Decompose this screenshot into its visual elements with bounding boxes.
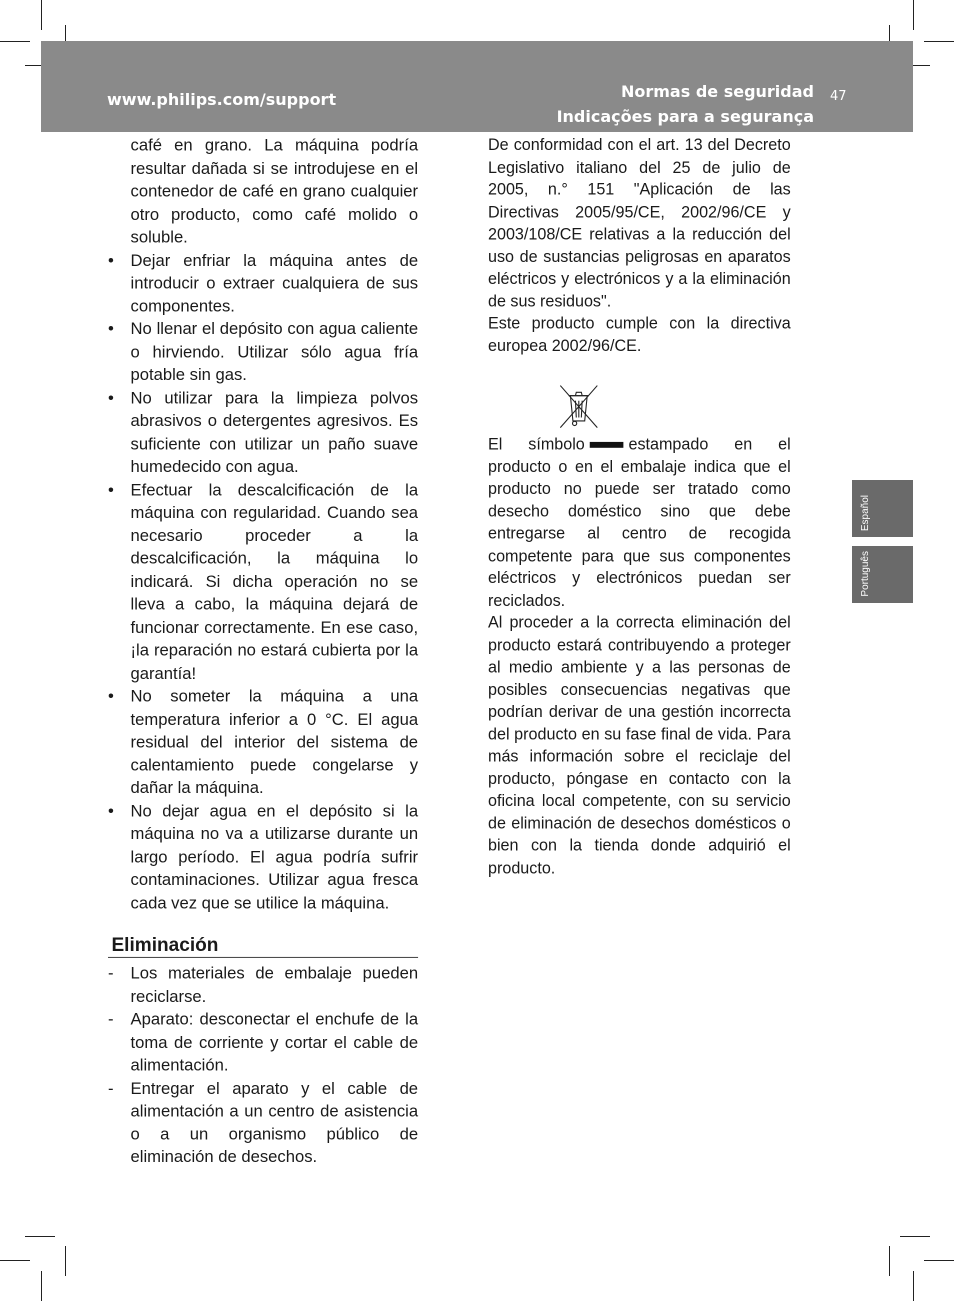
tab-portugues[interactable] — [852, 546, 913, 603]
list-item-text: Los materiales de embalaje pueden reciclarse. — [130, 964, 419, 1006]
list-item — [108, 1009, 418, 1078]
section-heading-wrap — [108, 933, 418, 958]
list-item-text: Dejar enfriar la máquina antes de introducir o extraer cualquiera de sus componentes. — [130, 251, 419, 316]
crop-mark — [900, 1236, 930, 1237]
list-item — [108, 801, 418, 916]
crop-mark — [924, 41, 954, 42]
crop-mark — [913, 0, 914, 30]
support-url[interactable]: www.philips.com/support — [107, 90, 337, 109]
list-item — [108, 963, 418, 1009]
dash-list — [108, 963, 418, 1170]
section-heading: Eliminación — [108, 933, 418, 958]
list-item — [108, 479, 418, 686]
symbol-paragraph-wrap — [488, 434, 791, 612]
crop-mark — [913, 1271, 914, 1301]
crop-mark — [25, 1236, 55, 1237]
crop-mark — [889, 1246, 890, 1276]
crop-mark — [0, 41, 30, 42]
page-header — [41, 41, 913, 132]
header-title-pt: Indicações para a segurança — [556, 107, 814, 126]
right-column — [488, 135, 791, 880]
header-title-es: Normas de seguridad — [620, 82, 814, 101]
bullet-mark: • — [108, 389, 114, 408]
crop-mark — [41, 1271, 42, 1301]
bullet-mark: • — [108, 251, 114, 270]
symbol-text-after: estampado en el producto o en el embalaje indica que el producto no puede ser tratado como desecho doméstico sino que debe entregarse al centro de recogida competente para que sus componentes eléctricos y electrónicos puedan ser reciclados. — [488, 436, 791, 610]
dash-mark: - — [108, 964, 114, 983]
symbol-text-before: El símbolo — [488, 436, 585, 454]
list-item-text: No llenar el depósito con agua caliente o hirviendo. Utilizar sólo agua fría potable sin gas. — [130, 320, 419, 385]
header-titles — [557, 79, 814, 129]
crop-mark — [0, 1260, 30, 1261]
crop-mark — [41, 0, 42, 30]
dash-mark: - — [108, 1010, 114, 1029]
paragraph-symbol — [488, 434, 791, 612]
dash-mark: - — [108, 1079, 114, 1098]
lead-paragraph: café en grano. La máquina podría resultar dañada si se introdujese en el contenedor de café en grano cualquier otro producto, como café molido o soluble. — [130, 136, 419, 247]
list-item — [108, 250, 418, 319]
crop-mark — [924, 1260, 954, 1261]
list-item — [108, 686, 418, 801]
list-item — [108, 387, 418, 479]
crop-mark — [65, 1246, 66, 1276]
list-item-text: Efectuar la descalcificación de la máquina con regularidad. Cuando sea necesario proceder a la descalcificación, la máquina lo indicará. Si dicha operación no se lleva a cabo, la máquina dejará de funcionar correctamente. En ese caso, ¡la reparación no estará cubierta por la garantía! — [130, 481, 419, 683]
bullet-list — [108, 250, 418, 916]
list-item-text: No utilizar para la limpieza polvos abrasivos o detergentes agresivos. Es suficiente con utilizar un paño suave humedecido con agua. — [130, 389, 419, 477]
list-item-text: No dejar agua en el depósito si la máquina no va a utilizarse durante un largo período. El agua podría sufrir contaminaciones. Utilizar agua fresca cada vez que se utilice la máquina. — [130, 802, 419, 913]
crossed-out-wheelie-bin-icon — [557, 384, 601, 434]
list-item — [108, 319, 418, 388]
list-item-text: No someter la máquina a una temperatura inferior a 0 °C. El agua residual del interior del sistema de calentamiento puede congelarse y dañar la máquina. — [130, 687, 419, 798]
symbol-bar — [590, 442, 624, 448]
list-item — [108, 1078, 418, 1170]
paragraph-disposal-info: Al proceder a la correcta eliminación del producto estará contribuyendo a proteger al medio ambiente y a las personas de posibles consecuencias negativas que podrían derivar de una gestión incorrecta del producto en su fase final de vida. Para más información sobre el reciclaje del producto, póngase en contacto con la oficina local competente, con su servicio de eliminación de desechos domésticos o bien con la tienda donde adquirió el producto. — [488, 614, 791, 878]
paragraph-decree: De conformidad con el art. 13 del Decreto Legislativo italiano del 25 de julio de 2005, n.° 151 "Aplicación de las Directivas 2005/95/CE, 2002/96/CE y 2003/108/CE relativas a la reducción del uso de sustancias peligrosas en aparatos eléctricos y electrónicos y a la eliminación de sus residuos". — [488, 136, 791, 311]
list-item-text: Entregar el aparato y el cable de alimentación a un centro de asistencia o a un organismo público de eliminación de desechos. — [130, 1079, 419, 1167]
tab-label-espanol: Español — [860, 494, 871, 531]
bullet-mark: • — [108, 687, 114, 706]
paragraph-directive: Este producto cumple con la directiva europea 2002/96/CE. — [488, 314, 791, 355]
bullet-mark: • — [108, 802, 114, 821]
tab-espanol[interactable] — [852, 480, 913, 537]
list-item-text: Aparato: desconectar el enchufe de la toma de corriente y cortar el cable de alimentación. — [130, 1010, 419, 1075]
page-number: 47 — [830, 89, 847, 104]
bullet-mark: • — [108, 320, 114, 339]
bullet-mark: • — [108, 481, 114, 500]
tab-label-portugues: Português — [860, 551, 871, 597]
left-column — [108, 135, 418, 1170]
